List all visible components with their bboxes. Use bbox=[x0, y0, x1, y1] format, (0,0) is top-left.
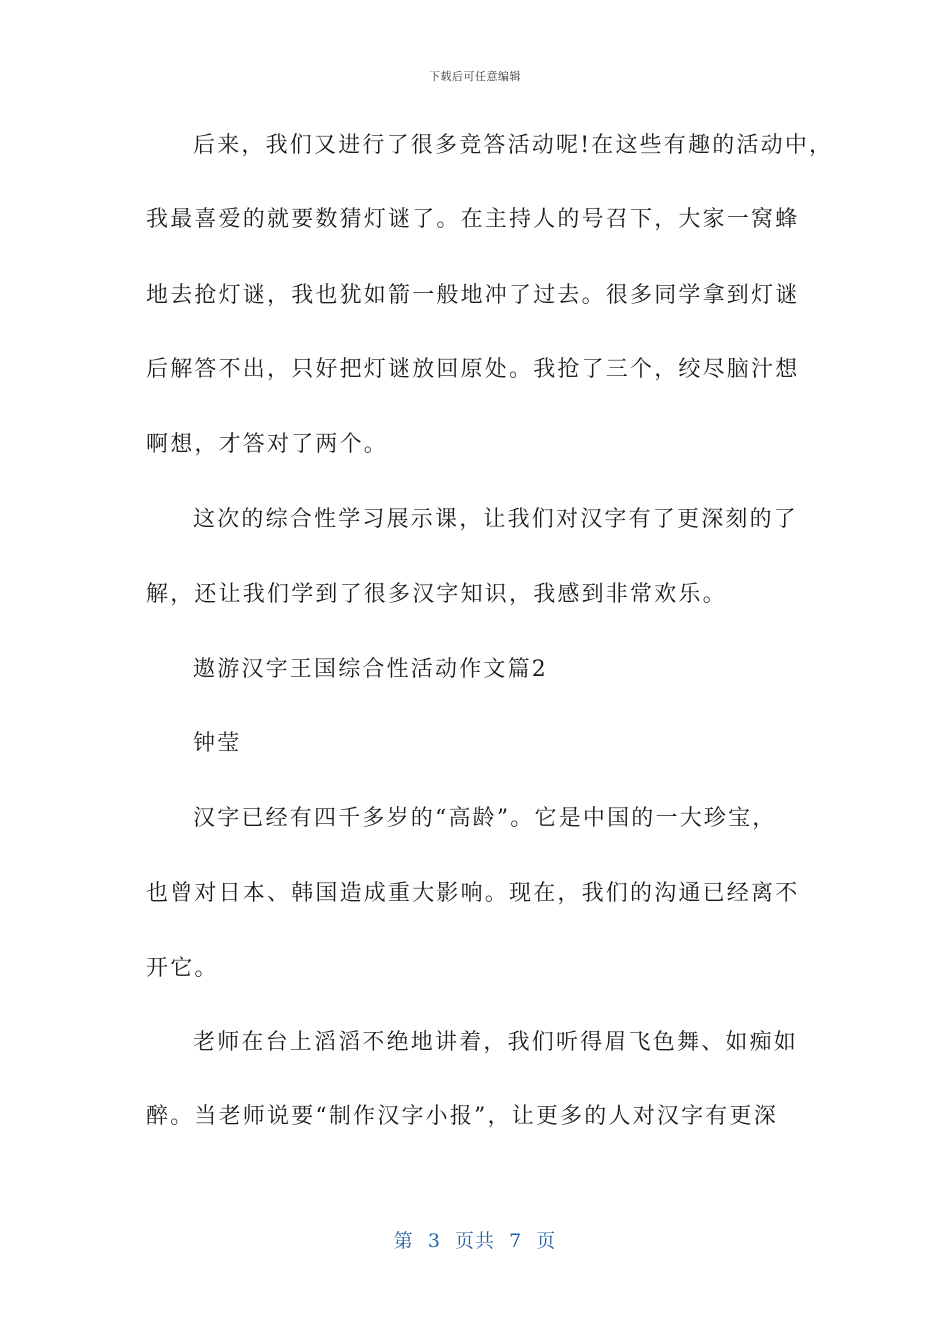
paragraph-line: 后解答不出，只好把灯谜放回原处。我抢了三个，绞尽脑汁想 bbox=[146, 357, 800, 382]
paragraph-line: 解，还让我们学到了很多汉字知识，我感到非常欢乐。 bbox=[146, 582, 727, 607]
paragraph-line: 老师在台上滔滔不绝地讲着，我们听得眉飞色舞、如痴如 bbox=[193, 1030, 799, 1055]
paragraph-line: 这次的综合性学习展示课，让我们对汉字有了更深刻的了 bbox=[193, 507, 799, 532]
paragraph-line: 汉字已经有四千多岁的“高龄”。它是中国的一大珍宝， bbox=[193, 806, 777, 831]
section-heading: 遨游汉字王国综合性活动作文篇2 bbox=[193, 657, 548, 682]
header-note: 下载后可任意编辑 bbox=[429, 70, 521, 83]
paragraph-line: 开它。 bbox=[146, 956, 219, 981]
author-name: 钟莹 bbox=[193, 731, 242, 756]
paragraph-line: 醉。当老师说要“制作汉字小报”，让更多的人对汉字有更深 bbox=[146, 1104, 778, 1129]
paragraph-line: 后来，我们又进行了很多竞答活动呢!在这些有趣的活动中， bbox=[193, 133, 834, 158]
paragraph-line: 我最喜爱的就要数猜灯谜了。在主持人的号召下，大家一窝蜂 bbox=[146, 207, 800, 232]
paragraph-line: 也曾对日本、韩国造成重大影响。现在，我们的沟通已经离不 bbox=[146, 881, 800, 906]
paragraph-line: 啊想，才答对了两个。 bbox=[146, 432, 389, 457]
page-number-footer: 第 3 页共 7 页 bbox=[393, 1230, 557, 1252]
paragraph-line: 地去抢灯谜，我也犹如箭一般地冲了过去。很多同学拿到灯谜 bbox=[146, 283, 800, 308]
